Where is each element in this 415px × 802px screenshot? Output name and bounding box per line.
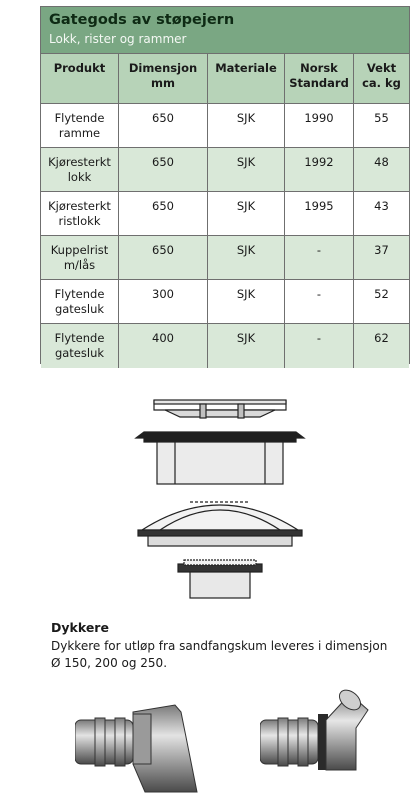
product-name-cell: Kjøresterkt ristlokk [41, 192, 119, 236]
standard-cell: 1992 [285, 148, 354, 192]
weight-cell: 62 [354, 324, 409, 368]
weight-cell: 43 [354, 192, 409, 236]
product-name-cell: Kjøresterkt lokk [41, 148, 119, 192]
dimension-cell: 650 [119, 148, 208, 192]
standard-cell: - [285, 324, 354, 368]
column-header-dimensjon: Dimensjon mm [119, 54, 208, 104]
product-name-cell: Kuppelrist m/lås [41, 236, 119, 280]
dimension-cell: 650 [119, 192, 208, 236]
dykkere-description: Dykkere for utløp fra sandfangskum leveres i dimensjon Ø 150, 200 og 250. [51, 639, 388, 670]
weight-cell: 52 [354, 280, 409, 324]
product-name-cell: Flytende gatesluk [41, 280, 119, 324]
dykker-straight-drawing [75, 700, 205, 795]
dimension-cell: 400 [119, 324, 208, 368]
column-header-norsk-standard: Norsk Standard [285, 54, 354, 104]
standard-cell: 1995 [285, 192, 354, 236]
column-header-vekt: Vekt ca. kg [354, 54, 409, 104]
kuppelrist-drawing [138, 502, 302, 546]
weight-cell: 37 [354, 236, 409, 280]
material-cell: SJK [208, 148, 285, 192]
material-cell: SJK [208, 192, 285, 236]
material-cell: SJK [208, 104, 285, 148]
column-header-materiale: Materiale [208, 54, 285, 104]
dimension-cell: 300 [119, 280, 208, 324]
dimension-cell: 650 [119, 236, 208, 280]
table-header [41, 7, 409, 54]
flytende-ramme-drawing [154, 400, 286, 418]
material-cell: SJK [208, 236, 285, 280]
table-title: Gategods av støpejern [49, 12, 235, 28]
product-name-cell: Flytende ramme [41, 104, 119, 148]
material-cell: SJK [208, 280, 285, 324]
material-cell: SJK [208, 324, 285, 368]
dykker-angled-drawing [260, 680, 370, 795]
kjoresterkt-lokk-drawing [136, 432, 304, 484]
weight-cell: 48 [354, 148, 409, 192]
table-subtitle: Lokk, rister og rammer [49, 32, 187, 46]
table-grid [41, 54, 409, 368]
standard-cell: - [285, 280, 354, 324]
gategods-drawings [120, 390, 320, 600]
standard-cell: 1990 [285, 104, 354, 148]
dykkere-title: Dykkere [51, 620, 109, 635]
dimension-cell: 650 [119, 104, 208, 148]
standard-cell: - [285, 236, 354, 280]
weight-cell: 55 [354, 104, 409, 148]
product-name-cell: Flytende gatesluk [41, 324, 119, 368]
column-header-produkt: Produkt [41, 54, 119, 104]
product-table [40, 6, 410, 364]
gatesluk-drawing [178, 560, 262, 598]
